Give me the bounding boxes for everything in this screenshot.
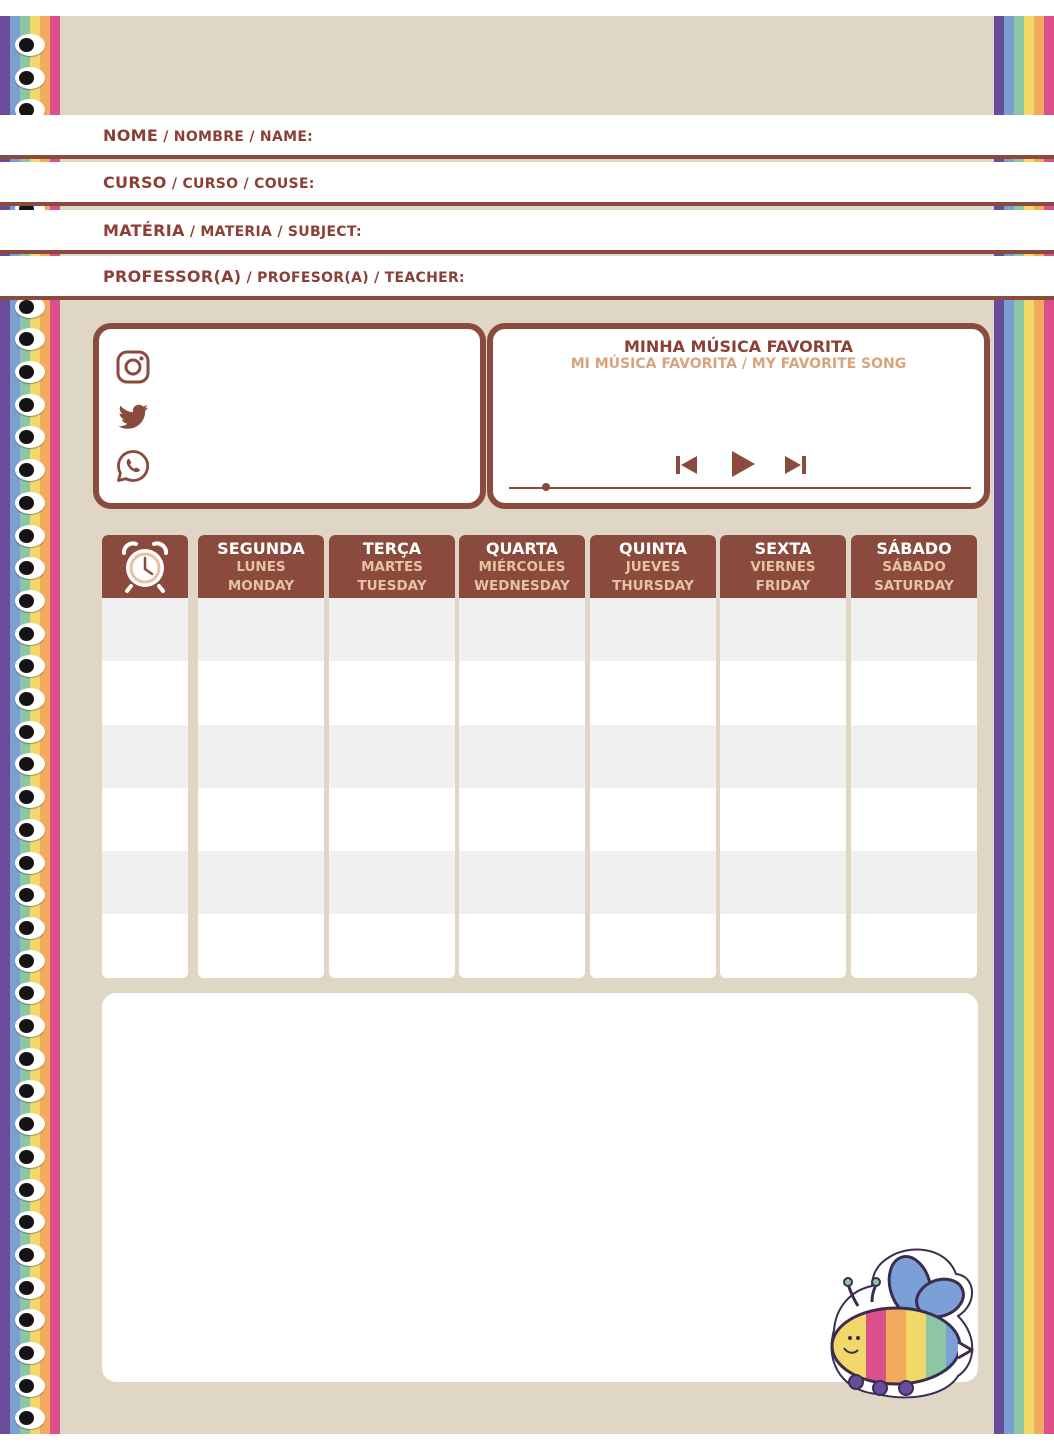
music-subtitle: MI MÚSICA FAVORITA / MY FAVORITE SONG [570, 356, 907, 372]
spiral-ring [15, 884, 45, 906]
timetable-cell[interactable] [590, 598, 716, 661]
timetable-cell[interactable] [198, 915, 324, 978]
song-progress-handle[interactable] [542, 483, 550, 491]
day-header [590, 535, 716, 598]
day-header [329, 535, 455, 598]
day-column [720, 535, 846, 978]
day-header [851, 535, 977, 598]
timetable-cell[interactable] [329, 851, 455, 914]
timetable-cell[interactable] [102, 788, 188, 851]
spiral-ring [15, 1015, 45, 1037]
instagram-icon [115, 349, 151, 385]
timetable-cell[interactable] [720, 915, 846, 978]
spiral-ring [15, 655, 45, 677]
time-header [102, 535, 188, 598]
spiral-ring [15, 917, 45, 939]
day-name-en: MONDAY [227, 578, 295, 594]
spiral-ring [15, 1244, 45, 1266]
spiral-ring [15, 328, 45, 350]
spiral-ring [15, 361, 45, 383]
time-column [102, 535, 188, 978]
day-name-pt: QUINTA [619, 539, 687, 558]
timetable-cell[interactable] [459, 851, 585, 914]
timetable-cell[interactable] [851, 661, 977, 724]
timetable-cell[interactable] [459, 788, 585, 851]
spiral-ring [15, 819, 45, 841]
day-name-es: MARTES [361, 559, 423, 575]
spiral-ring [15, 426, 45, 448]
timetable-cell[interactable] [198, 851, 324, 914]
timetable-cell[interactable] [198, 598, 324, 661]
course-field[interactable] [0, 162, 1054, 206]
spiral-ring [15, 1211, 45, 1233]
day-name-pt: QUARTA [485, 539, 559, 558]
day-name-en: WEDNESDAY [474, 578, 570, 594]
day-name-en: SATURDAY [874, 578, 954, 594]
day-name-pt: SÁBADO [876, 539, 952, 558]
spiral-ring [15, 1309, 45, 1331]
spiral-ring [15, 1113, 45, 1135]
day-name-en: THURSDAY [612, 578, 694, 594]
day-column [329, 535, 455, 978]
spiral-ring [15, 459, 45, 481]
course-label: CURSO / CURSO / COUSE: [103, 173, 315, 192]
timetable-cell[interactable] [459, 725, 585, 788]
spiral-ring [15, 492, 45, 514]
spiral-ring [15, 688, 45, 710]
timetable-cell[interactable] [198, 788, 324, 851]
timetable-cell[interactable] [851, 851, 977, 914]
day-column [590, 535, 716, 978]
timetable-cell[interactable] [102, 661, 188, 724]
spiral-ring [15, 852, 45, 874]
timetable-cell[interactable] [329, 598, 455, 661]
play-icon[interactable] [729, 449, 757, 479]
timetable-cell[interactable] [851, 725, 977, 788]
day-name-en: FRIDAY [755, 578, 811, 594]
spiral-ring [15, 786, 45, 808]
spiral-ring [15, 394, 45, 416]
favorite-song-box [487, 323, 990, 509]
day-name-es: JUEVES [625, 559, 681, 575]
timetable-cell[interactable] [329, 915, 455, 978]
timetable-cell[interactable] [720, 725, 846, 788]
next-track-icon[interactable] [783, 454, 807, 476]
teacher-label: PROFESSOR(A) / PROFESOR(A) / TEACHER: [103, 267, 465, 286]
timetable-cell[interactable] [720, 788, 846, 851]
spiral-ring [15, 557, 45, 579]
social-media-box [93, 323, 486, 509]
timetable-cell[interactable] [720, 598, 846, 661]
subject-field[interactable] [0, 210, 1054, 254]
spiral-ring [15, 753, 45, 775]
day-name-en: TUESDAY [357, 578, 427, 594]
spiral-ring [15, 1048, 45, 1070]
spiral-ring [15, 982, 45, 1004]
timetable-cell[interactable] [720, 661, 846, 724]
day-column [851, 535, 977, 978]
timetable-cell[interactable] [102, 915, 188, 978]
timetable-cell[interactable] [459, 598, 585, 661]
timetable-cell[interactable] [102, 598, 188, 661]
previous-track-icon[interactable] [675, 454, 699, 476]
timetable-cell[interactable] [851, 915, 977, 978]
day-column [459, 535, 585, 978]
spiral-ring [15, 1080, 45, 1102]
spiral-ring [15, 1342, 45, 1364]
spiral-ring [15, 525, 45, 547]
spiral-ring [15, 1277, 45, 1299]
subject-label: MATÉRIA / MATERIA / SUBJECT: [103, 221, 362, 240]
spiral-ring [15, 950, 45, 972]
song-progress-bar[interactable] [509, 487, 971, 489]
name-field[interactable] [0, 115, 1054, 159]
spiral-ring [15, 34, 45, 56]
spiral-ring [15, 623, 45, 645]
day-header [720, 535, 846, 598]
day-name-es: MIÉRCOLES [478, 559, 566, 575]
timetable-cell[interactable] [590, 851, 716, 914]
twitter-icon [115, 399, 151, 435]
spiral-ring [15, 1146, 45, 1168]
whatsapp-icon [115, 448, 151, 484]
timetable-cell[interactable] [459, 915, 585, 978]
spiral-ring [15, 590, 45, 612]
timetable-cell[interactable] [102, 725, 188, 788]
timetable-cell[interactable] [590, 661, 716, 724]
spiral-ring [15, 1375, 45, 1397]
day-header [198, 535, 324, 598]
timetable-cell[interactable] [590, 915, 716, 978]
spiral-ring [15, 1179, 45, 1201]
day-column [198, 535, 324, 978]
timetable-cell[interactable] [590, 788, 716, 851]
timetable-cell[interactable] [329, 661, 455, 724]
day-name-pt: SEXTA [754, 539, 812, 558]
timetable-cell[interactable] [851, 788, 977, 851]
name-label: NOME / NOMBRE / NAME: [103, 126, 314, 145]
alarm-clock-icon [119, 540, 171, 594]
day-name-es: SÁBADO [882, 559, 946, 575]
timetable-cell[interactable] [720, 851, 846, 914]
timetable-cell[interactable] [102, 851, 188, 914]
music-title: MINHA MÚSICA FAVORITA [623, 337, 854, 356]
spiral-ring [15, 67, 45, 89]
rainbow-bee-sticker [828, 1246, 976, 1404]
timetable-cell[interactable] [459, 661, 585, 724]
spiral-ring [15, 1407, 45, 1429]
day-name-pt: SEGUNDA [217, 539, 305, 558]
spiral-ring [15, 721, 45, 743]
teacher-field[interactable] [0, 256, 1054, 300]
timetable-cell[interactable] [329, 788, 455, 851]
timetable-cell[interactable] [198, 661, 324, 724]
day-header [459, 535, 585, 598]
timetable-cell[interactable] [198, 725, 324, 788]
timetable-cell[interactable] [851, 598, 977, 661]
day-name-es: VIERNES [750, 559, 816, 575]
timetable-cell[interactable] [329, 725, 455, 788]
day-name-pt: TERÇA [362, 539, 422, 558]
day-name-es: LUNES [236, 559, 286, 575]
timetable-cell[interactable] [590, 725, 716, 788]
